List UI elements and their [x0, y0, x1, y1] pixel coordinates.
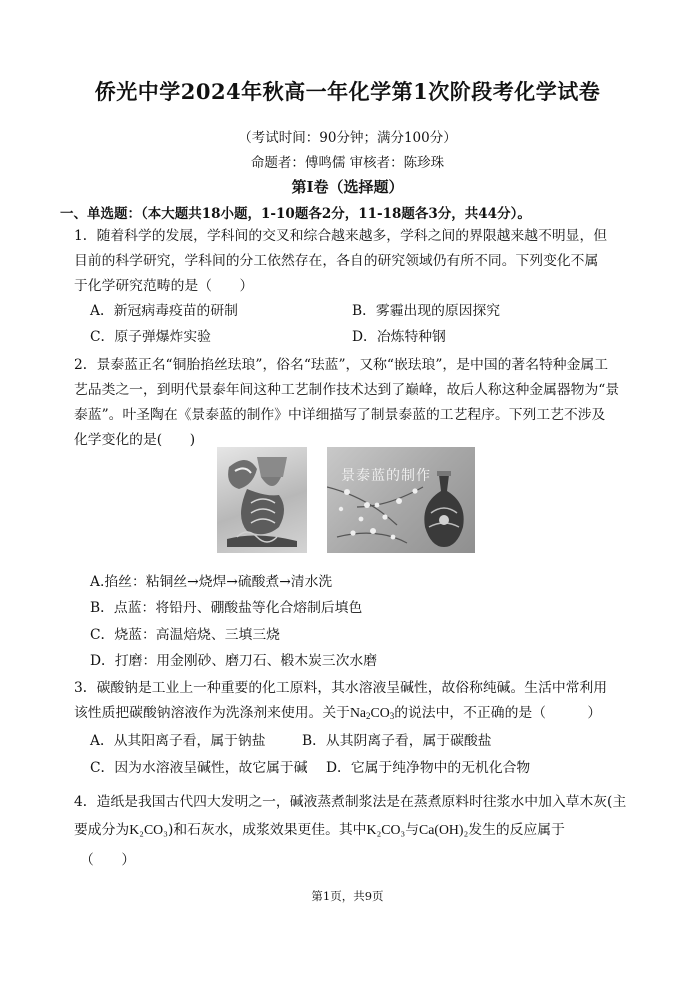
- q1-line-1: 1．随着科学的发展，学科间的交叉和综合越来越多，学科之间的界限越来越不明显，但: [74, 228, 608, 244]
- jingtailan-vase-image: [327, 447, 475, 553]
- q1-line-3: 于化学研究范畴的是（ ）: [74, 278, 254, 294]
- na2co3-formula: $Na_2CO_3$: [349, 705, 395, 721]
- q4-line-3: （ ）: [80, 852, 136, 868]
- q4-line-2-b: )和石灰水，成浆效果更佳。其中: [167, 822, 367, 838]
- caoh2-formula: Ca(OH)₂: [419, 822, 469, 837]
- q2-option-b: B．点蓝：将铅丹、硼酸盐等化合熔制后填色: [90, 600, 363, 616]
- q3-option-b: B．从其阴离子看，属于碳酸盐: [302, 733, 492, 749]
- q4-line-1: 4．造纸是我国古代四大发明之一，碱液蒸煮制浆法是在蒸煮原料时往浆水中加入草木灰(主: [74, 794, 627, 810]
- q1-option-b: B．雾霾出现的原因探究: [352, 303, 501, 319]
- q2-option-a: A.掐丝：粘铜丝→烧焊→硫酸煮→清水洗: [90, 574, 333, 590]
- exam-title: 侨光中学2024年秋高一年化学第1次阶段考化学试卷: [94, 79, 601, 104]
- q3-line-1: 3．碳酸钠是工业上一种重要的化工原料，其水溶液呈碱性，故俗称纯碱。生活中常利用: [74, 680, 608, 696]
- q2-option-d: D．打磨：用金刚砂、磨刀石、椴木炭三次水磨: [90, 653, 377, 669]
- exam-info: （考试时间：90分钟；满分100分）: [238, 130, 457, 146]
- q1-line-2: 目前的科学研究，学科间的分工依然存在，各自的研究领域仍有所不同。下列变化不属: [74, 253, 599, 269]
- part-heading: 一、单选题：（本大题共18小题，1-10题各2分，11-18题各3分，共44分）。: [60, 206, 531, 222]
- section-title: 第I卷（选择题）: [291, 178, 404, 196]
- q3-option-d: D．它属于纯净物中的无机化合物: [326, 760, 531, 776]
- q1-option-a: A．新冠病毒疫苗的研制: [90, 303, 238, 319]
- q4-line-2-a: 要成分为: [74, 822, 130, 838]
- page-footer: 第1页，共9页: [311, 889, 384, 903]
- q2-option-c: C．烧蓝：高温焙烧、三填三烧: [90, 627, 280, 643]
- q4-line-2-c: 与: [405, 822, 420, 838]
- image-caption: 景泰蓝的制作: [341, 468, 431, 484]
- q3-line-2-tail: 的说法中，不正确的是（ ）: [394, 705, 602, 721]
- q2-line-1: 2．景泰蓝正名“铜胎掐丝珐琅”，俗名“珐蓝”，又称“嵌珐琅”，是中国的著名特种金属工: [74, 357, 608, 373]
- q3-line-2-text: 该性质把碳酸钠溶液作为洗涤剂来使用。关于: [74, 705, 350, 721]
- q1-option-c: C．原子弹爆炸实验: [90, 329, 211, 345]
- q3-line-2: [74, 701, 634, 721]
- q1-option-d: D．冶炼特种钢: [352, 329, 446, 345]
- q2-line-3: 泰蓝”。叶圣陶在《景泰蓝的制作》中详细描写了制景泰蓝的工艺程序。下列工艺不涉及: [74, 407, 606, 423]
- q4-line-2-d: 发生的反应属于: [468, 822, 565, 838]
- q3-option-c: C．因为水溶液呈碱性，故它属于碱: [90, 760, 308, 776]
- k2co3-formula: K₂CO₃: [129, 822, 168, 837]
- q4-line-2: [74, 818, 634, 838]
- q2-line-4: 化学变化的是( ): [74, 432, 196, 448]
- q3-option-a: A．从其阳离子看，属于钠盐: [90, 733, 266, 749]
- q2-line-2: 艺品类之一，到明代景泰年间这种工艺制作技术达到了巅峰，故后人称这种金属器物为“景: [74, 382, 620, 398]
- cloisonne-vessel-image: [217, 447, 307, 553]
- exam-authors: 命题者：傅鸣儒 审核者：陈珍珠: [250, 155, 445, 171]
- k2co3-formula-2: K₂CO₃: [366, 822, 406, 837]
